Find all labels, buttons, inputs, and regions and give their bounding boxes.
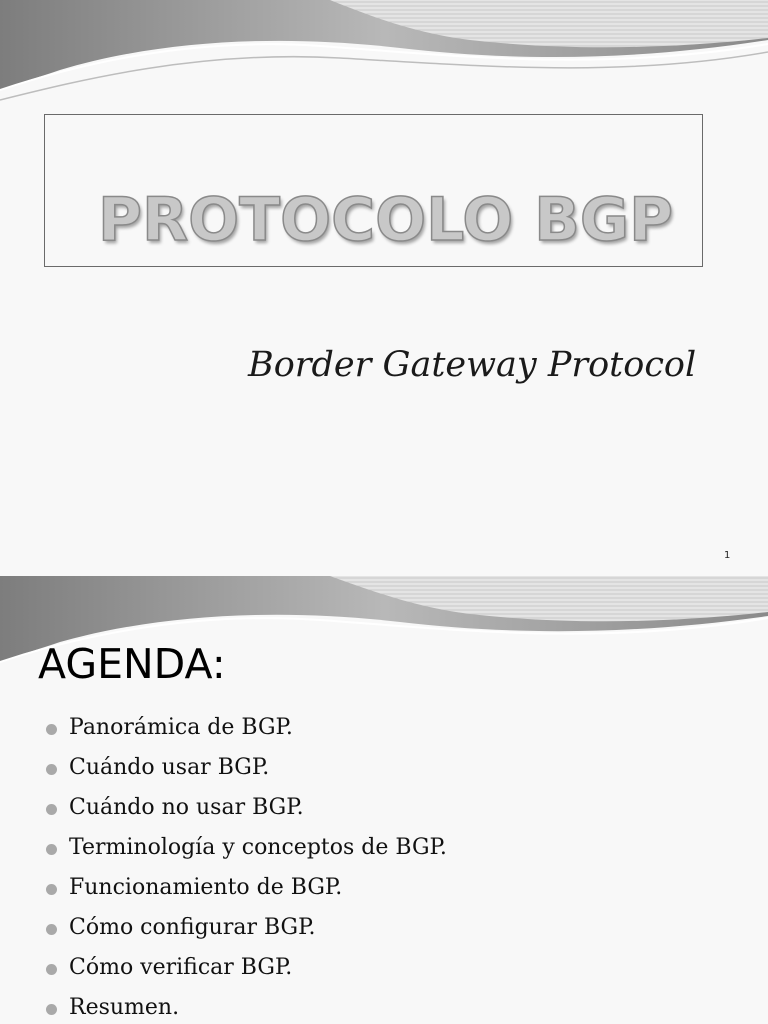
bullet-icon bbox=[46, 724, 57, 735]
list-item-label: Resumen. bbox=[69, 995, 180, 1020]
bullet-icon bbox=[46, 924, 57, 935]
list-item-label: Terminología y conceptos de BGP. bbox=[69, 835, 447, 860]
bullet-icon bbox=[46, 804, 57, 815]
bullet-icon bbox=[46, 1004, 57, 1015]
bullet-icon bbox=[46, 764, 57, 775]
bullet-icon bbox=[46, 964, 57, 975]
list-item-label: Cuándo usar BGP. bbox=[69, 755, 270, 780]
list-item-label: Funcionamiento de BGP. bbox=[69, 875, 343, 900]
slide-title: PROTOCOLO BGP bbox=[98, 185, 674, 255]
wave-decoration bbox=[0, 0, 768, 120]
list-item-label: Panorámica de BGP. bbox=[69, 715, 293, 740]
bullet-icon bbox=[46, 844, 57, 855]
page-number: 1 bbox=[724, 550, 731, 561]
slide-subtitle: Border Gateway Protocol bbox=[248, 345, 697, 385]
bullet-icon bbox=[46, 884, 57, 895]
list-item-label: Cómo configurar BGP. bbox=[69, 915, 316, 940]
agenda-slide bbox=[0, 576, 768, 1024]
list-item-label: Cómo verificar BGP. bbox=[69, 955, 293, 980]
agenda-heading: AGENDA: bbox=[38, 640, 226, 688]
list-item-label: Cuándo no usar BGP. bbox=[69, 795, 304, 820]
